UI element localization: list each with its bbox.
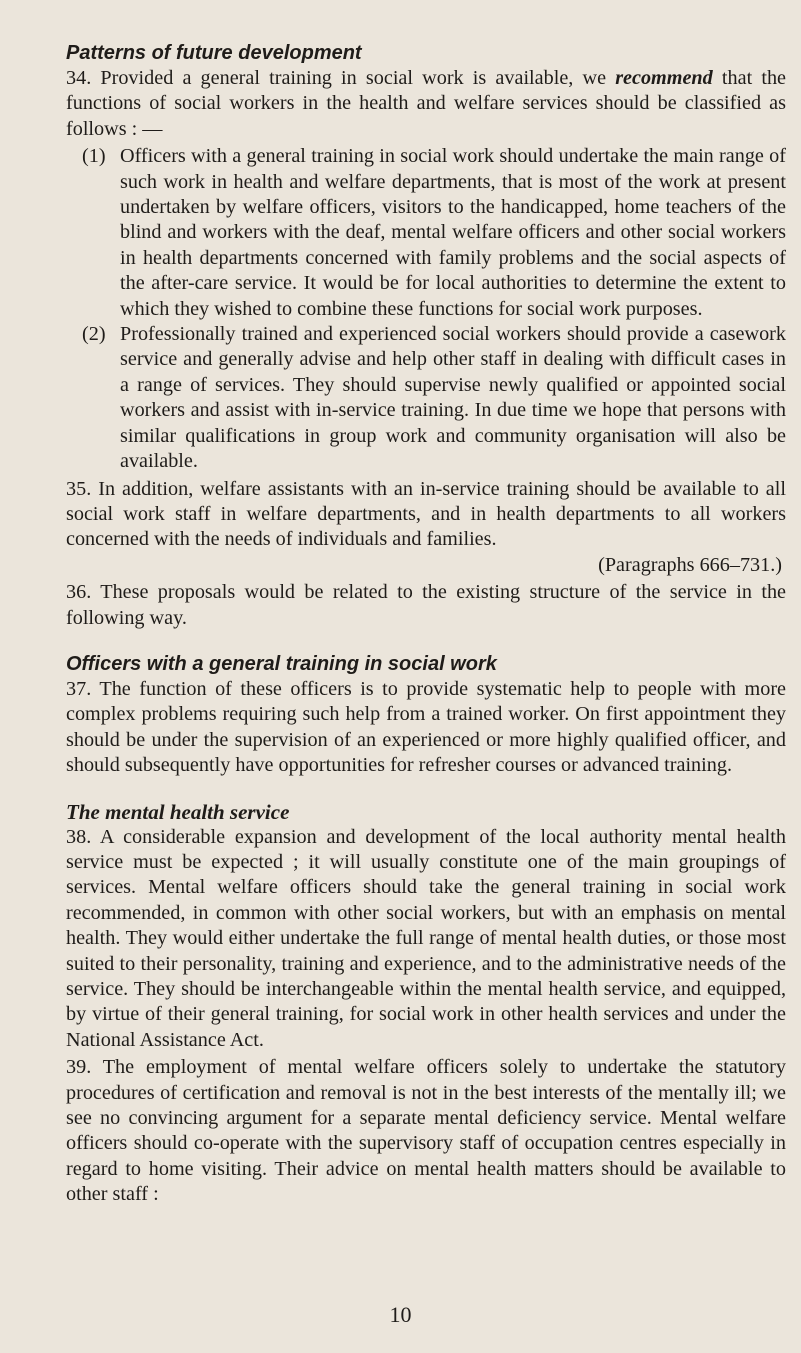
section-heading: Patterns of future development	[66, 42, 362, 64]
list-item-2	[66, 322, 786, 474]
list-item-1	[66, 144, 786, 322]
paragraph-34-emphasis: recommend	[615, 67, 713, 89]
list-item-2-text: Professionally trained and experienced social workers should provide a casework service and generally advise and help other staff in dealing with difficult cases in a range of services. They should supervise newly qualified or appointed social workers and assist with in-service training. In due time we hope that persons with similar qualifications in group work and community organisation will also be available.	[120, 323, 786, 473]
paragraph-34-text-before: Provided a general training in social work is available, we	[100, 67, 607, 89]
subheading-officers-general-training: Officers with a general training in social work	[66, 652, 497, 675]
paragraph-35: 35. In addition, welfare assistants with an in-service training should be available to all social work staff in welfare departments, and in health departments to all workers concerned with the needs of individuals and families.	[66, 477, 786, 551]
list-item-1-text: Officers with a general training in social work should undertake the main range of such work in health and welfare departments, that is most of the work at present undertaken by welfare officers, visitors to the handicapped, home teachers of the blind and workers with the deaf, mental welfare officers and other social workers in health departments concerned with family problems and the social aspects of the after-care service. It would be for local authorities to determine the extent to which they wished to combine these functions for social work purposes.	[120, 145, 786, 320]
paragraph-36: 36. These proposals would be related to the existing structure of the service in the following way.	[66, 581, 786, 629]
list-item-2-number: (2)	[82, 323, 106, 346]
subheading-mental-health-service: The mental health service	[66, 799, 290, 824]
paragraph-34-text-after: that the functions of social workers in the health and welfare services should be classified as follows : —	[66, 67, 786, 140]
page-number: 10	[389, 1302, 412, 1327]
paragraph-39: 39. The employment of mental welfare officers solely to undertake the statutory procedures of certification and removal is not in the best interests of the mentally ill; we see no convincing argument for a separate mental deficiency service. Mental welfare officers should co-operate with the supervisory staff of occupation centres especially in regard to home visiting. Their advice on mental health matters should be available to other staff :	[66, 1056, 786, 1206]
paragraph-37: 37. The function of these officers is to provide systematic help to people with more complex problems requiring such help from a trained worker. On first appointment they should be under the supervision of an experienced or more highly qualified officer, and should subsequently have opportunities for refresher courses or advanced training.	[66, 677, 786, 777]
list-item-1-number: (1)	[82, 145, 106, 168]
paragraph-35-reference: (Paragraphs 666–731.)	[598, 553, 782, 576]
paragraph-38: 38. A considerable expansion and development of the local authority mental health service must be expected ; it will usually constitute one of the main groupings of services. Mental welfare officers should take the general training in social work recommended, in common with other social workers, but with an emphasis on mental health. They would either undertake the full range of mental health duties, or those most suited to their personality, training and experience, and to the administrative needs of the service. They should be interchangeable within the mental health service, and equipped, by virtue of their general training, for social work in other health services and under the National Assistance Act.	[66, 825, 786, 1051]
paragraph-34-number: 34.	[66, 67, 92, 89]
document-page	[66, 40, 786, 1208]
paragraph-34	[66, 66, 786, 142]
